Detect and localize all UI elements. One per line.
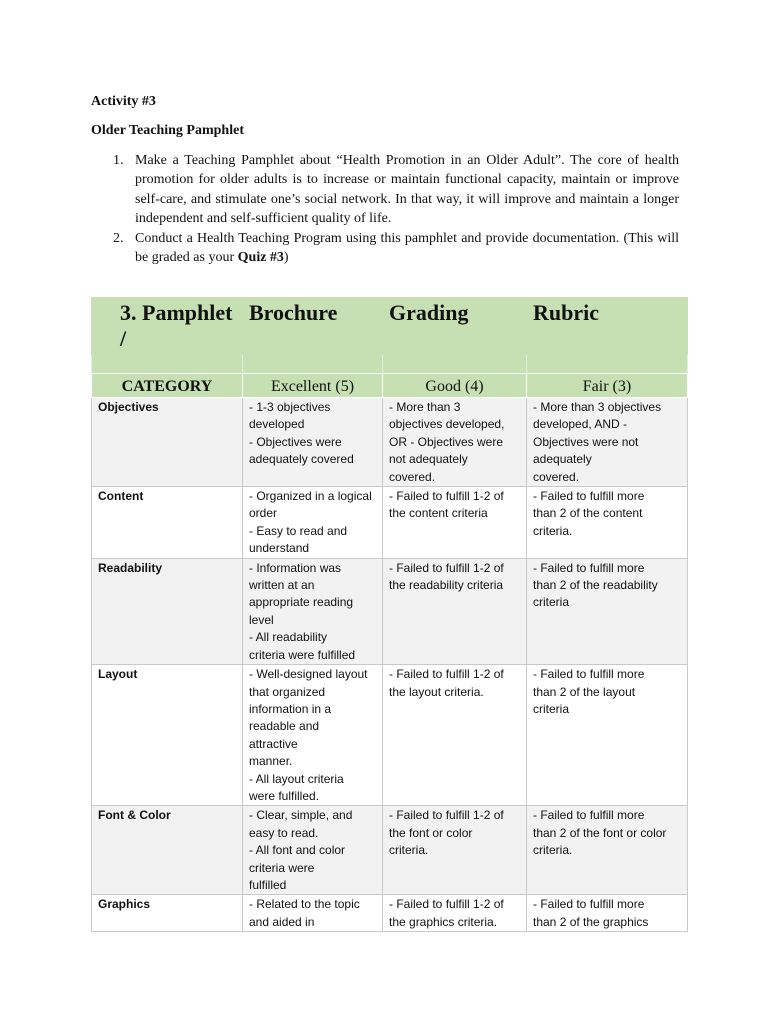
category-cell-text: Readability (98, 560, 163, 575)
excellent-cell-text: - Well-designed layout that organized information in a readable and attractive manner. - All layout criteria were fulfilled. (249, 667, 368, 803)
rubric-body (92, 398, 688, 932)
instruction-number: 2. (113, 230, 124, 246)
good-cell-text: - Failed to fulfill 1-2 of the font or color criteria. (389, 808, 504, 858)
category-cell (92, 895, 243, 932)
column-header-category: CATEGORY (92, 374, 243, 398)
good-cell-text: - Failed to fulfill 1-2 of the readability criteria (389, 560, 504, 593)
fair-cell (527, 806, 688, 895)
table-row (92, 487, 688, 559)
excellent-cell (243, 806, 383, 895)
good-cell (383, 895, 527, 932)
excellent-cell (243, 895, 383, 932)
excellent-cell-text: - Related to the topic and aided in (249, 897, 360, 929)
fair-cell-text: - Failed to fulfill more than 2 of the content criteria. (533, 489, 645, 538)
excellent-cell-text: - Clear, simple, and easy to read. - All font and color criteria were fulfilled (249, 808, 353, 892)
quiz-label: Quiz #3 (237, 250, 284, 266)
category-cell-text: Objectives (98, 400, 159, 414)
column-header-excellent: Excellent (5) (243, 374, 383, 398)
rubric-title-cell: Rubric (527, 298, 688, 355)
rubric-title-cell: Grading (383, 298, 527, 355)
excellent-cell-text: - Information was written at an appropriate reading level - All readability criteria were fulfilled (249, 560, 356, 662)
instruction-text: Make a Teaching Pamphlet about “Health Promotion in an Older Adult”. The core of health promotion for older adults is to increase or maintain functional capacity, maintain or improve self-care, and stimulate one’s social network. In that way, it will improve and maintain a longer independent and self-sufficient quality of life. (135, 153, 679, 227)
good-cell (383, 398, 527, 487)
rubric-title-cell: Brochure (243, 298, 383, 355)
category-cell-text: Content (98, 489, 144, 504)
activity-heading: Activity #3 (91, 94, 156, 109)
table-row (92, 558, 688, 664)
activity-subtitle: Older Teaching Pamphlet (91, 123, 244, 138)
category-cell-text: Font & Color (98, 808, 171, 823)
excellent-cell (243, 487, 383, 559)
excellent-cell-text: - 1-3 objectives developed - Objectives were adequately covered (249, 400, 354, 467)
rubric-header-row (92, 374, 688, 398)
table-row (92, 398, 688, 487)
fair-cell (527, 895, 688, 932)
rubric-title-spacer (92, 355, 688, 374)
fair-cell-text: - More than 3 objectives developed, AND - Objectives were not adequately covered. (533, 400, 662, 484)
good-cell (383, 558, 527, 664)
table-row (92, 806, 688, 895)
fair-cell-text: - Failed to fulfill more than 2 of the readability criteria (533, 560, 658, 610)
category-cell (92, 665, 243, 806)
category-cell (92, 487, 243, 559)
good-cell (383, 806, 527, 895)
good-cell-text: - Failed to fulfill 1-2 of the content criteria (389, 489, 504, 521)
excellent-cell (243, 558, 383, 664)
instruction-item-2 (91, 229, 679, 268)
excellent-cell (243, 665, 383, 806)
column-header-fair: Fair (3) (527, 374, 688, 398)
good-cell (383, 487, 527, 559)
fair-cell (527, 487, 688, 559)
fair-cell (527, 665, 688, 806)
instruction-number: 1. (113, 153, 124, 168)
fair-cell-text: - Failed to fulfill more than 2 of the graphics (533, 897, 649, 929)
instruction-text: Conduct a Health Teaching Program using this pamphlet and provide documentation. (This will be graded as your (135, 230, 679, 266)
instruction-text-end: ) (283, 250, 289, 266)
rubric-title-cell: 3. Pamphlet / (92, 298, 243, 355)
fair-cell-text: - Failed to fulfill more than 2 of the layout criteria (533, 667, 645, 716)
category-cell (92, 558, 243, 664)
rubric-title-row (92, 298, 688, 355)
instruction-item-1 (91, 151, 679, 229)
fair-cell (527, 558, 688, 664)
good-cell-text: - More than 3 objectives developed, OR - Objectives were not adequately covered. (389, 400, 505, 484)
good-cell (383, 665, 527, 806)
category-cell-text: Graphics (98, 897, 151, 912)
category-cell-text: Layout (98, 667, 138, 682)
excellent-cell (243, 398, 383, 487)
category-cell (92, 398, 243, 487)
table-row (92, 895, 688, 932)
instructions-list (91, 151, 679, 267)
table-row (92, 665, 688, 806)
good-cell-text: - Failed to fulfill 1-2 of the graphics criteria. (389, 897, 504, 929)
good-cell-text: - Failed to fulfill 1-2 of the layout criteria. (389, 667, 504, 699)
category-cell (92, 806, 243, 895)
fair-cell (527, 398, 688, 487)
column-header-good: Good (4) (383, 374, 527, 398)
grading-rubric-table (91, 297, 688, 932)
excellent-cell-text: - Organized in a logical order - Easy to read and understand (249, 489, 372, 556)
fair-cell-text: - Failed to fulfill more than 2 of the font or color criteria. (533, 808, 667, 858)
